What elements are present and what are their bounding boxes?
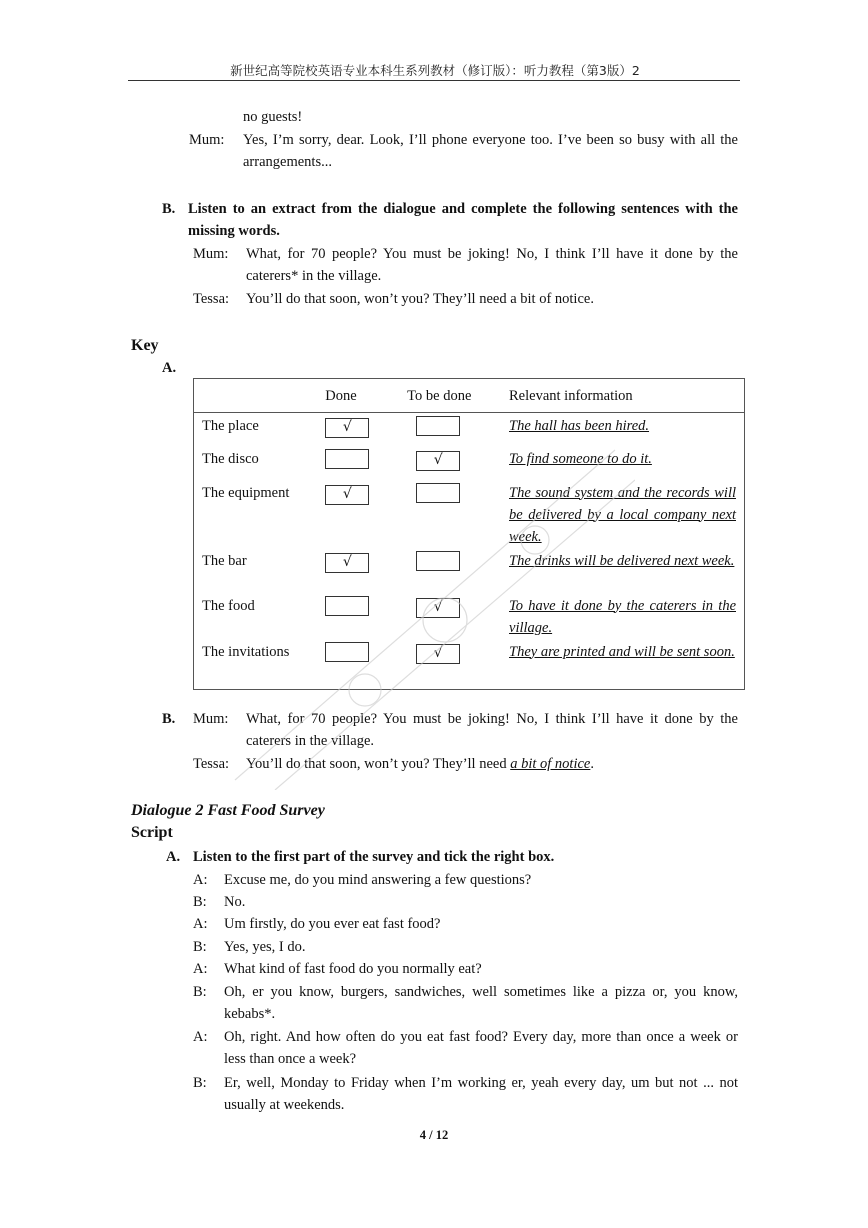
tick-box [416,483,460,503]
mum-line: What, for 70 people? You must be joking! No, I think I’ll have it done by the caterers in the village. [246,711,738,749]
speaker-b: B: [193,984,207,1000]
dialogue-line: Yes, yes, I do. [224,939,306,955]
dialogue-line: Oh, er you know, burgers, sandwiches, well sometimes like a pizza or, you know, kebabs*. [224,984,738,1022]
done-cell [325,549,407,594]
done-cell [325,481,407,549]
tick-box [416,416,460,436]
section-a-label: A. [166,849,181,865]
tick-box: √ [416,451,460,471]
speaker-a: A: [193,872,208,888]
tick-box: √ [416,598,460,618]
tick-box: √ [416,644,460,664]
table-row [194,549,745,594]
speaker-a: A: [193,916,208,932]
table-header-row [194,379,745,413]
dialogue-line: Oh, right. And how often do you eat fast food? Every day, more than once a week or less than once a week? [224,1029,738,1067]
done-cell [325,447,407,481]
dialogue-line: No. [224,894,246,910]
table-row [194,413,745,447]
speaker-tessa: Tessa: [193,756,230,772]
section-b-instruction: Listen to an extract from the dialogue and complete the following sentences with the missing words. [188,201,738,239]
header-rule [128,80,740,81]
done-cell [325,640,407,690]
done-cell [325,594,407,640]
dialogue-line: Excuse me, do you mind answering a few questions? [224,872,532,888]
speaker-b: B: [193,939,207,955]
relevant-info: The drinks will be delivered next week. [509,552,735,569]
row-item: The food [202,597,255,614]
continued-line: no guests! [243,109,303,125]
relevant-info: They are printed and will be sent soon. [509,643,735,660]
dialogue-2-title: Dialogue 2 Fast Food Survey [131,802,325,819]
speaker-a: A: [193,1029,208,1045]
relevant-info: The sound system and the records will be delivered by a local company next week. [509,484,736,545]
relevant-info: To have it done by the caterers in the village. [509,597,736,636]
section-a-instruction: Listen to the first part of the survey and tick the right box. [193,849,555,865]
key-heading: Key [131,337,159,354]
answer-blank: a bit of notice [510,756,591,772]
speaker-a: A: [193,961,208,977]
header-empty [194,379,326,413]
header-to-be-done: To be done [407,379,509,413]
tick-box: √ [325,553,369,573]
running-header: 新世纪高等院校英语专业本科生系列教材（修订版）：听力教程（第3版）2 [230,63,640,78]
table-row [194,594,745,640]
speaker-mum: Mum: [189,132,225,148]
script-heading: Script [131,824,173,841]
tessa-text-end: . [590,756,594,772]
tessa-line: You’ll do that soon, won’t you? They’ll need a bit of notice. [246,291,594,307]
mum-line: What, for 70 people? You must be joking! No, I think I’ll have it done by the caterers* in the village. [246,246,738,284]
speaker-mum: Mum: [193,711,229,727]
todo-cell [407,413,509,447]
page-number: 4 / 12 [419,1128,449,1142]
speaker-tessa: Tessa: [193,291,230,307]
dialogue-line: Um firstly, do you ever eat fast food? [224,916,441,932]
tick-box [325,449,369,469]
table-row [194,481,745,549]
key-table [193,378,745,690]
header-relevant-info: Relevant information [509,379,744,413]
speaker-b: B: [193,1075,207,1091]
tick-box: √ [325,418,369,438]
tick-box [325,642,369,662]
header-done: Done [325,379,407,413]
speaker-mum: Mum: [193,246,229,262]
todo-cell [407,640,509,690]
tick-box: √ [325,485,369,505]
dialogue-line: Er, well, Monday to Friday when I’m working er, yeah every day, um but not ... not usually at weekends. [224,1075,738,1113]
table-row [194,640,745,690]
table-row [194,447,745,481]
row-item: The invitations [202,643,290,660]
tessa-text: You’ll do that soon, won’t you? They’ll need [246,756,507,772]
row-item: The place [202,418,259,434]
todo-cell [407,481,509,549]
tessa-answer-line [246,753,738,775]
tick-box [416,551,460,571]
key-part-a-label: A. [162,360,177,376]
tick-box [325,596,369,616]
row-item: The equipment [202,484,290,501]
relevant-info: To find someone to do it. [509,450,652,467]
mum-line: Yes, I’m sorry, dear. Look, I’ll phone everyone too. I’ve been so busy with all the arrangements... [243,132,738,170]
dialogue-line: What kind of fast food do you normally eat? [224,961,482,977]
todo-cell [407,549,509,594]
row-item: The disco [202,450,259,467]
relevant-info: The hall has been hired. [509,418,650,434]
section-b-label: B. [162,201,176,217]
row-item: The bar [202,552,247,569]
todo-cell [407,594,509,640]
done-cell [325,413,407,447]
speaker-b: B: [193,894,207,910]
key-part-b-label: B. [162,711,176,727]
todo-cell [407,447,509,481]
